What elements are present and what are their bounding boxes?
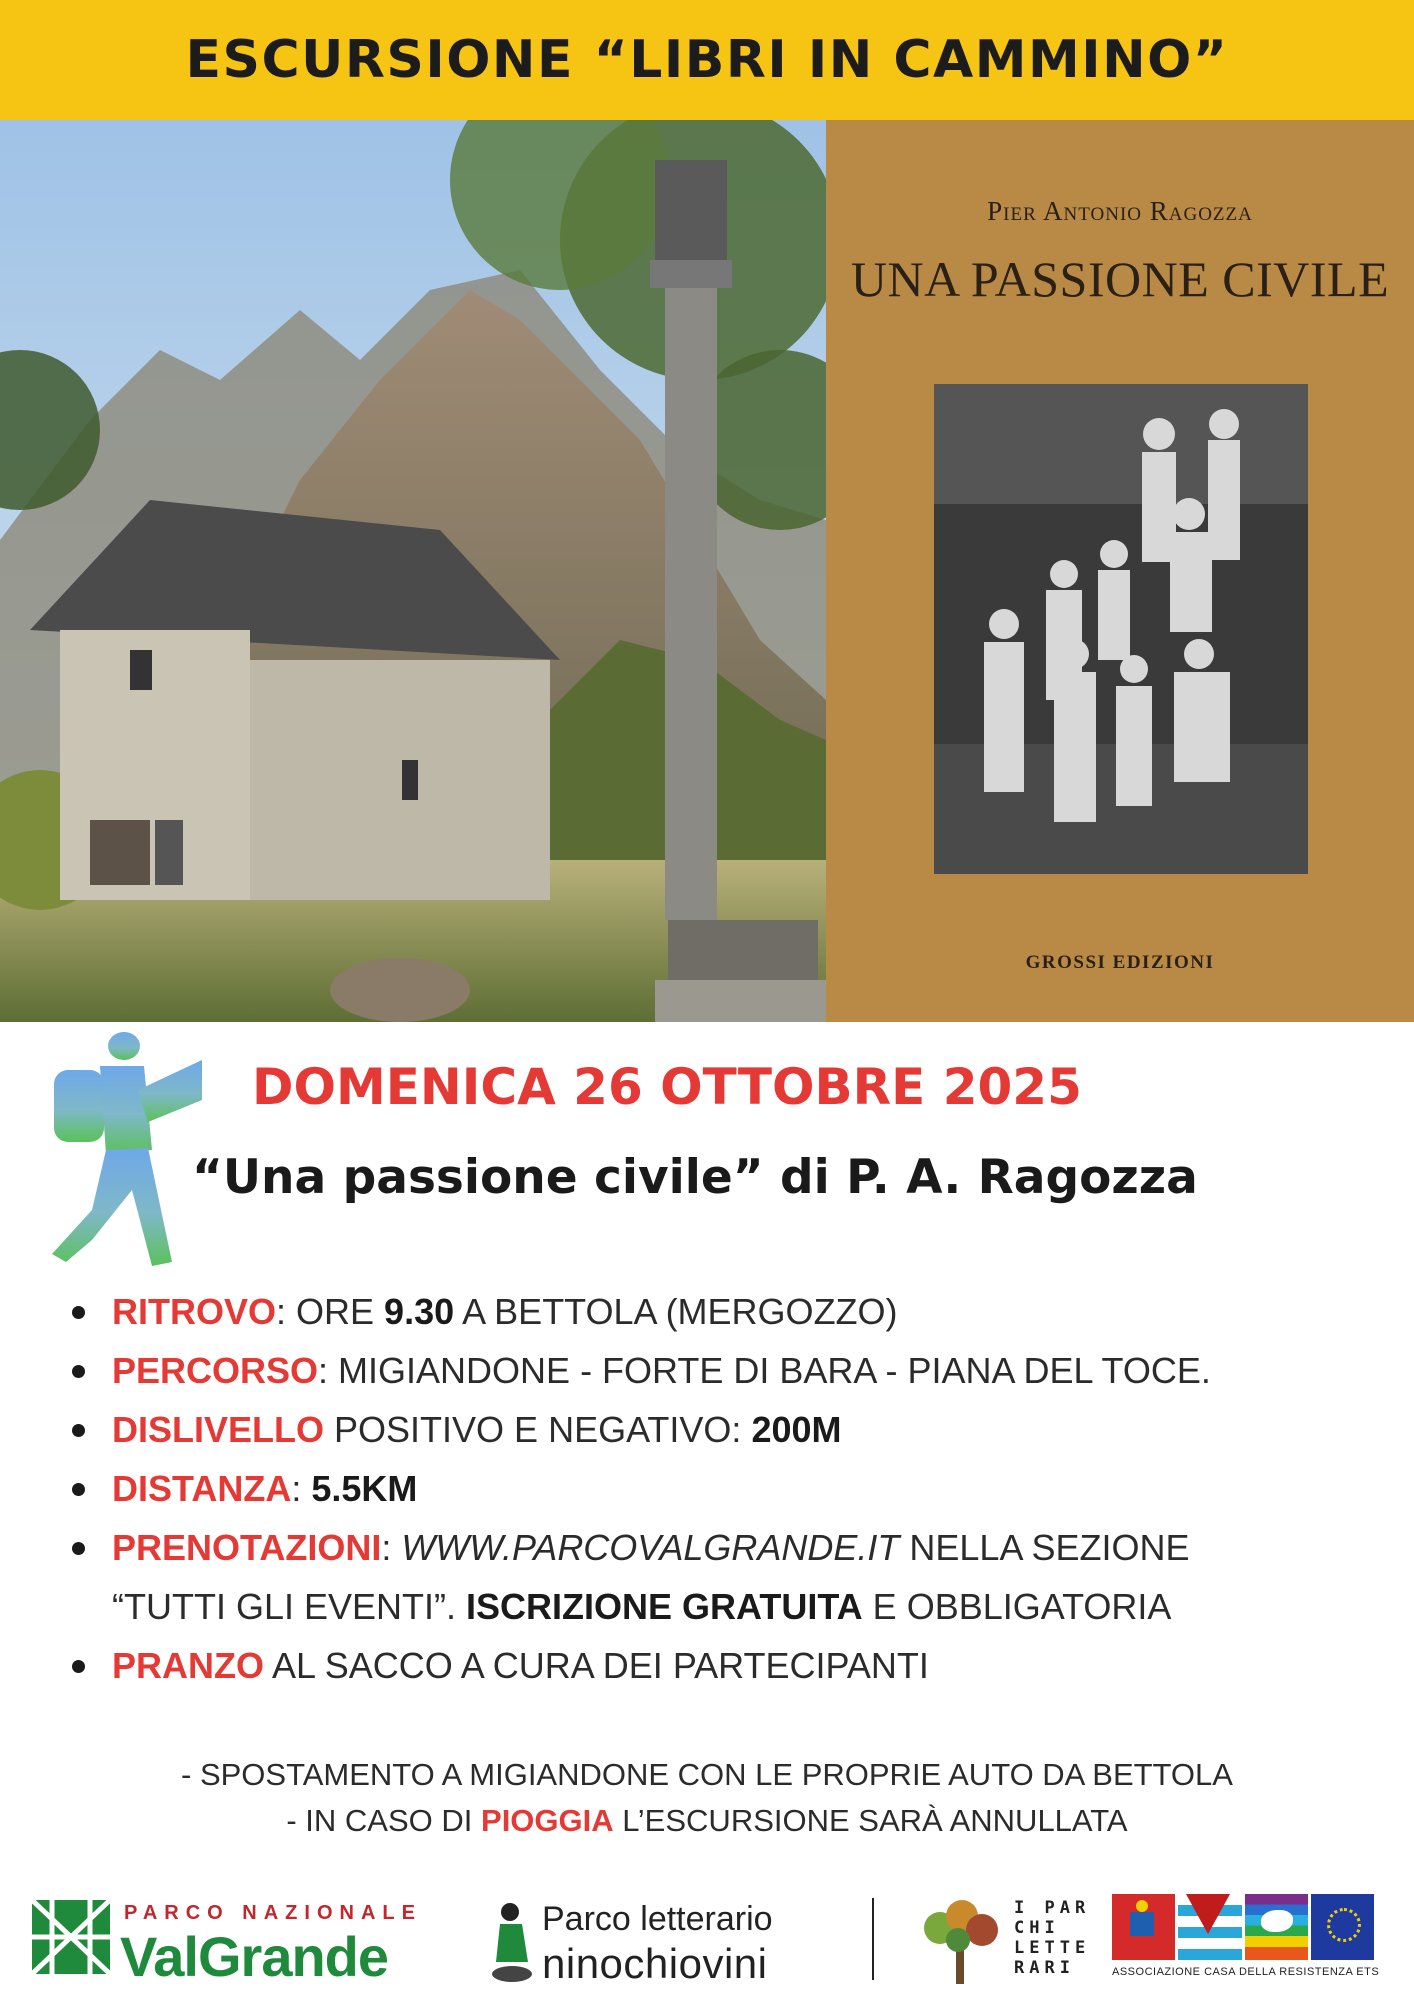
note-rain — [0, 1798, 1414, 1844]
detail-text: : — [291, 1468, 312, 1509]
detail-text: : ORE — [276, 1291, 385, 1332]
detail-key: PRENOTAZIONI — [112, 1527, 382, 1568]
resistenza-caption: ASSOCIAZIONE CASA DELLA RESISTENZA ETS — [1112, 1966, 1380, 1978]
valgrande-val: Val — [120, 1925, 198, 1988]
bullet-icon — [72, 1660, 85, 1673]
book-cover — [826, 120, 1414, 1022]
detail-value: 5.5KM — [311, 1468, 418, 1509]
detail-distanza — [72, 1459, 1372, 1518]
valgrande-logo — [32, 1900, 472, 1990]
note-highlight: PIOGGIA — [481, 1803, 614, 1838]
note-text: L’ESCURSIONE SARÀ ANNULLATA — [613, 1803, 1128, 1838]
partner-logos — [0, 1880, 1414, 1990]
flag-red-icon — [1112, 1894, 1175, 1960]
book-title: UNA PASSIONE CIVILE — [850, 251, 1390, 307]
valgrande-name — [120, 1924, 388, 1989]
detail-continuation — [112, 1577, 1372, 1636]
detail-text: AL SACCO A CURA DEI PARTECIPANTI — [264, 1645, 929, 1686]
title-banner — [0, 0, 1414, 120]
detail-percorso — [72, 1341, 1372, 1400]
valgrande-grande: Grande — [197, 1925, 389, 1988]
event-date: DOMENICA 26 OTTOBRE 2025 — [252, 1058, 1082, 1116]
flags-strip — [1112, 1894, 1374, 1960]
valgrande-mark-icon — [32, 1900, 110, 1974]
book-cover-photo — [934, 384, 1308, 874]
notes — [0, 1752, 1414, 1844]
tree-icon — [910, 1898, 1010, 1984]
event-subtitle: “Una passione civile” di P. A. Ragozza — [192, 1150, 1198, 1205]
bullet-icon — [72, 1365, 85, 1378]
chiovini-figure-icon — [488, 1900, 536, 1986]
hero-section — [0, 120, 1414, 1022]
parchi-letterari-text: I PAR CHI LETTE RARI — [1014, 1898, 1091, 1978]
chapel-photo — [0, 120, 826, 1022]
detail-pranzo — [72, 1636, 1372, 1695]
detail-key: DISLIVELLO — [112, 1409, 325, 1450]
detail-key: PERCORSO — [112, 1350, 319, 1391]
flag-stripes-icon — [1178, 1894, 1241, 1960]
book-publisher: GROSSI EDIZIONI — [1025, 952, 1215, 973]
detail-text: E OBBLIGATORIA — [862, 1586, 1172, 1627]
detail-key: PRANZO — [112, 1645, 264, 1686]
bullet-icon — [72, 1424, 85, 1437]
casa-resistenza-logo — [1112, 1894, 1404, 1986]
detail-value: 9.30 — [384, 1291, 455, 1332]
flag-eu-icon — [1311, 1894, 1374, 1960]
detail-text: “TUTTI GLI EVENTI”. — [112, 1586, 467, 1627]
bullet-icon — [72, 1306, 85, 1319]
detail-dislivello — [72, 1400, 1372, 1459]
detail-prenotazioni — [72, 1518, 1372, 1636]
note-transport: - SPOSTAMENTO A MIGIANDONE CON LE PROPRIE AUTO DA BETTOLA — [181, 1757, 1233, 1792]
booking-url-link[interactable]: WWW.PARCOVALGRANDE.IT — [401, 1527, 900, 1568]
detail-text: : — [381, 1527, 402, 1568]
event-details-list — [72, 1282, 1372, 1695]
detail-text: : MIGIANDONE - FORTE DI BARA - PIANA DEL TOCE. — [318, 1350, 1211, 1391]
chiovini-logo — [488, 1900, 848, 1990]
book-author: Pier Antonio Ragozza — [987, 196, 1253, 226]
detail-value: 200M — [751, 1409, 842, 1450]
bullet-icon — [72, 1483, 85, 1496]
note-text: - IN CASO DI — [286, 1803, 482, 1838]
event-series-title: ESCURSIONE “LIBRI IN CAMMINO” — [185, 30, 1229, 90]
bullet-icon — [72, 1542, 85, 1555]
chiovini-name: ninochiovini — [542, 1940, 768, 1987]
logo-divider — [872, 1898, 874, 1980]
chiovini-top-text: Parco letterario — [542, 1900, 773, 1938]
detail-key: DISTANZA — [112, 1468, 292, 1509]
parchi-letterari-logo — [910, 1898, 1110, 1988]
hiker-reading-icon — [52, 1030, 202, 1270]
valgrande-top-text: PARCO NAZIONALE — [124, 1902, 422, 1924]
detail-key: RITROVO — [112, 1291, 277, 1332]
detail-value: ISCRIZIONE GRATUITA — [466, 1586, 863, 1627]
flag-peace-icon — [1245, 1894, 1308, 1960]
detail-text: POSITIVO E NEGATIVO: — [324, 1409, 752, 1450]
detail-ritrovo — [72, 1282, 1372, 1341]
detail-text: A BETTOLA (MERGOZZO) — [454, 1291, 898, 1332]
detail-text: NELLA SEZIONE — [899, 1527, 1190, 1568]
